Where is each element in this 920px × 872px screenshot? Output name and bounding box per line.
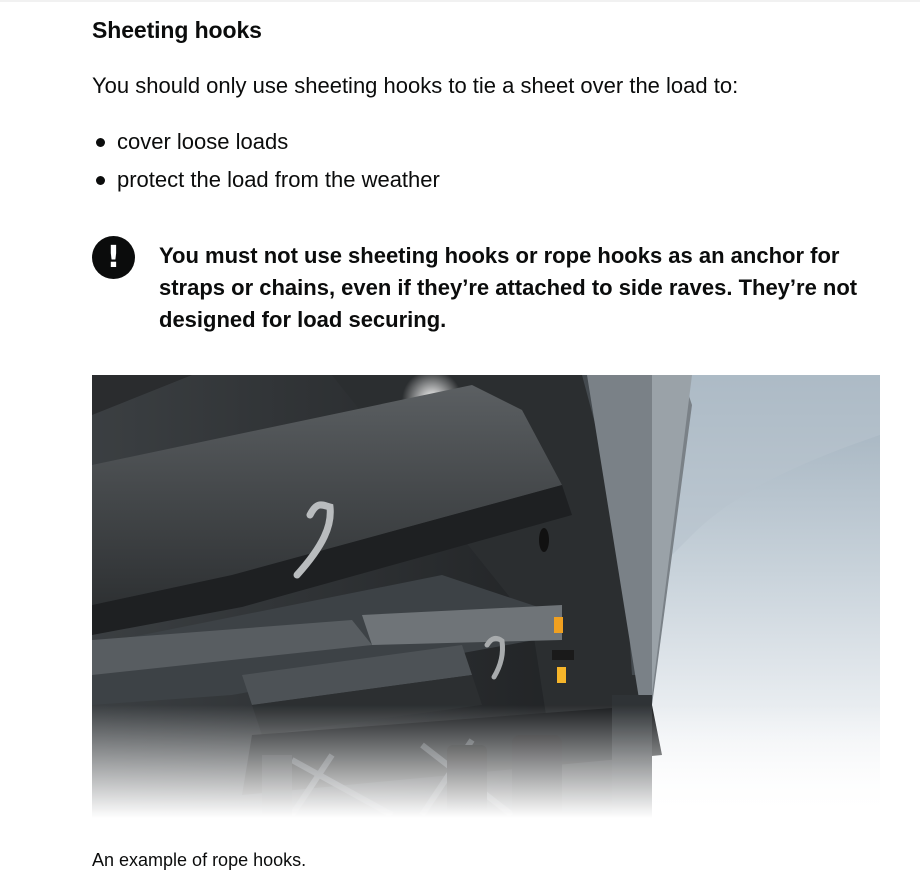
- bullet-list: [92, 126, 440, 202]
- warning-text: You must not use sheeting hooks or rope hooks as an anchor for straps or chains, even if they’re attached to side raves. They’re not designed for load securing.: [159, 243, 858, 332]
- rope-hooks-photo: [92, 375, 880, 818]
- bullet-icon: [96, 176, 105, 185]
- figure-caption: An example of rope hooks.: [92, 850, 307, 870]
- section-heading: Sheeting hooks: [92, 17, 262, 43]
- intro-paragraph: You should only use sheeting hooks to tie a sheet over the load to:: [92, 73, 739, 98]
- exclamation-icon: !: [92, 236, 135, 279]
- list-item-text: cover loose loads: [117, 129, 289, 154]
- list-item-text: protect the load from the weather: [117, 167, 440, 192]
- trailer-underside-illustration: [92, 375, 880, 818]
- top-divider: [0, 0, 920, 2]
- list-item: [92, 126, 440, 164]
- list-item: [92, 164, 440, 202]
- bullet-icon: [96, 138, 105, 147]
